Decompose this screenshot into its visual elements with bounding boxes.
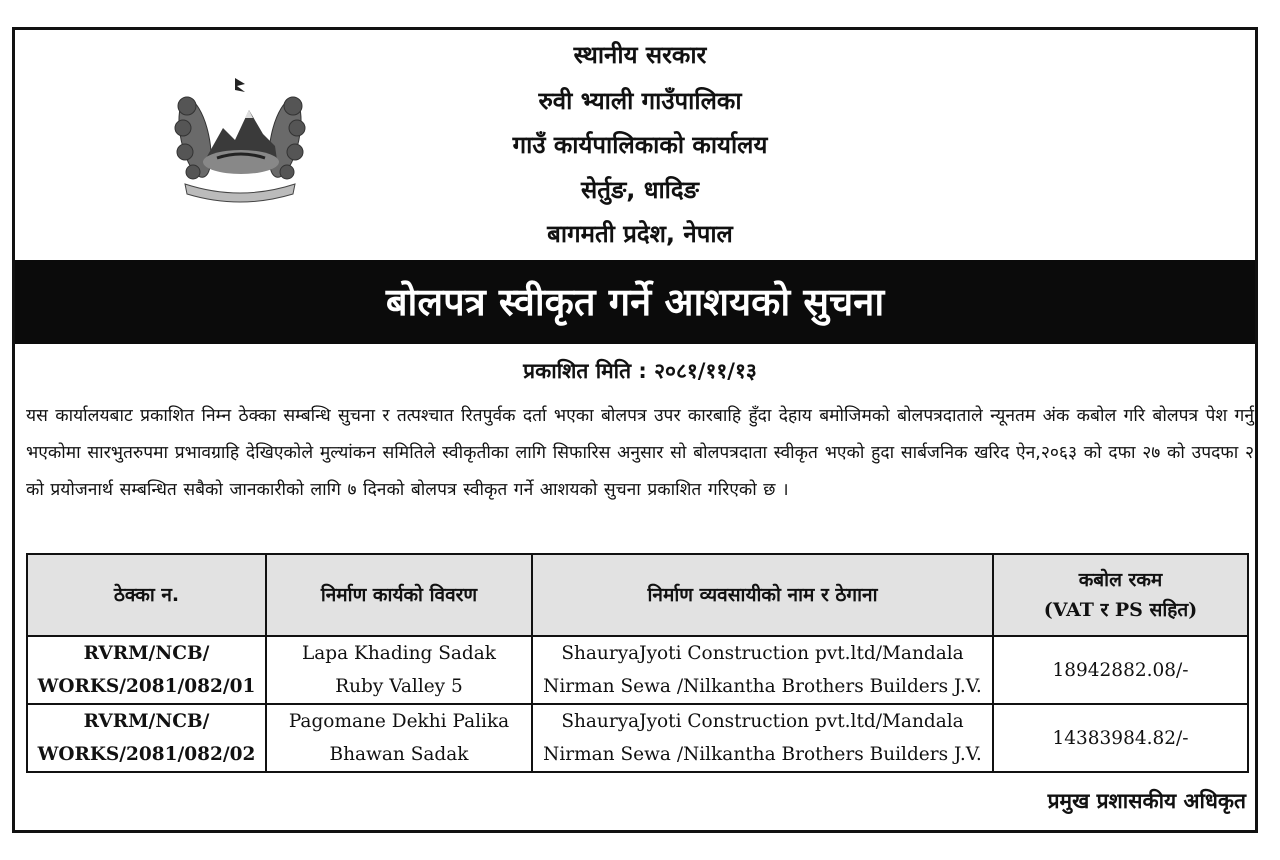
contractor-cell: [532, 704, 993, 772]
work-description-cell: [266, 704, 532, 772]
notice-title-banner: बोलपत्र स्वीकृत गर्ने आशयको सुचना: [15, 260, 1255, 344]
col-header-work-description: निर्माण कार्यको विवरण: [266, 554, 532, 636]
header-province: बागमती प्रदेश, नेपाल: [547, 220, 733, 248]
published-date: प्रकाशित मिति : २०८१/११/१३: [523, 359, 757, 383]
col-header-bid-amount-line2: (VAT र PS सहित): [1043, 599, 1198, 621]
work-line1: Pagomane Dekhi Palika: [288, 711, 510, 732]
notice-body-paragraph: यस कार्यालयबाट प्रकाशित निम्न ठेक्का सम्बन्धि सुचना र तत्पश्चात रितपुर्वक दर्ता भएका बोलपत्र उपर कारबाहि हुँदा देहाय बमोजिमको बोलपत्रदाताले न्यूनतम अंक कबोल गरि बोलपत्र पेश गर्नु भएकोमा सारभुतरुपमा प्रभावग्राहि देखिएकोले मुल्यांकन समितिले स्वीकृतीका लागि सिफारिस अनुसार सो बोलपत्रदाता स्वीकृत भएको हुदा सार्बजनिक खरिद ऐन,२०६३ को दफा २७ को उपदफा २ को प्रयोजनार्थ सम्बन्धित सबैको जानकारीको लागि ७ दिनको बोलपत्र स्वीकृत गर्ने आशयको सुचना प्रकाशित गरिएको छ ।: [26, 406, 1254, 500]
bid-no-cell: [27, 636, 266, 704]
bid-no-line1: RVRM/NCB/: [83, 643, 210, 664]
bid-no-line1: RVRM/NCB/: [83, 711, 210, 732]
header-address: सेर्तुङ, धादिङ: [581, 176, 699, 204]
bid-amount-cell: 14383984.82/-: [993, 704, 1248, 772]
col-header-bid-amount-line1: कबोल रकम: [1078, 569, 1163, 591]
col-header-bid-no: ठेक्का न.: [27, 554, 266, 636]
work-description-cell: [266, 636, 532, 704]
contractor-line2: Nirman Sewa /Nilkantha Brothers Builders J.V.: [543, 676, 982, 697]
header-local-government: स्थानीय सरकार: [573, 41, 707, 69]
contractor-line2: Nirman Sewa /Nilkantha Brothers Builders J.V.: [543, 744, 982, 765]
contractor-cell: [532, 636, 993, 704]
work-line1: Lapa Khading Sadak: [301, 643, 496, 664]
contractor-line1: ShauryaJyoti Construction pvt.ltd/Mandala: [561, 711, 964, 732]
table-row: [27, 704, 1248, 772]
table-header-row: [27, 554, 1248, 636]
bid-no-line2: WORKS/2081/082/01: [37, 676, 256, 697]
table-row: [27, 636, 1248, 704]
bid-amount-cell: 18942882.08/-: [993, 636, 1248, 704]
bid-acceptance-table: [26, 553, 1249, 773]
signatory-title: प्रमुख प्रशासकीय अधिकृत: [1047, 789, 1246, 813]
col-header-bid-amount: [993, 554, 1248, 636]
work-line2: Ruby Valley 5: [335, 676, 463, 697]
header-office-name: गाउँ कार्यपालिकाको कार्यालय: [512, 131, 768, 159]
bid-no-cell: [27, 704, 266, 772]
work-line2: Bhawan Sadak: [329, 744, 469, 765]
header-municipality-name: रुवी भ्याली गाउँपालिका: [538, 87, 742, 115]
contractor-line1: ShauryaJyoti Construction pvt.ltd/Mandala: [561, 643, 964, 664]
bid-no-line2: WORKS/2081/082/02: [37, 744, 256, 765]
col-header-contractor: निर्माण व्यवसायीको नाम र ठेगाना: [532, 554, 993, 636]
